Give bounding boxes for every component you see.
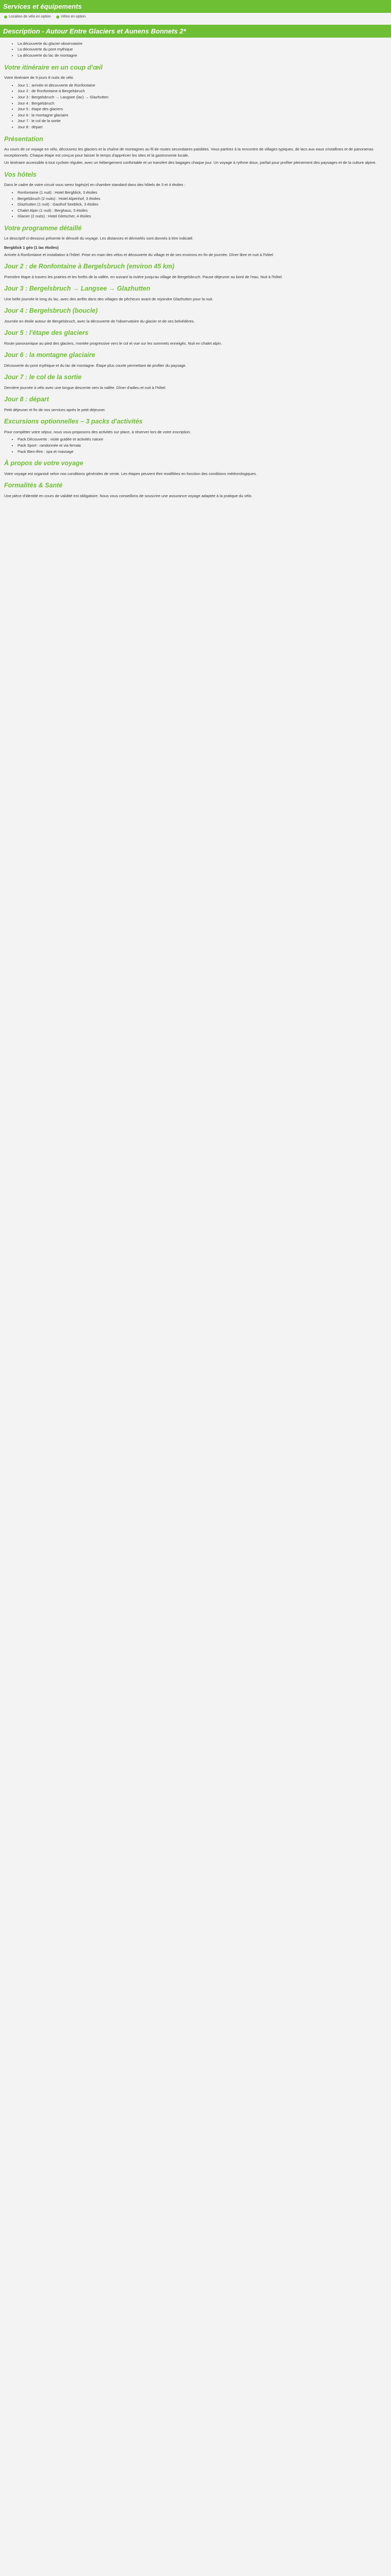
list-item: • Jour 1 : arrivée et découverte de Ronfontaine: [18, 82, 387, 89]
service-label: Location de vélo en option: [9, 15, 51, 19]
hotels-title: Vos hôtels: [4, 171, 37, 178]
services-title: Services et équipements: [3, 3, 82, 10]
hotels-intro: Dans le cadre de votre circuit vous serez logés(e) en chambre standard dans des hôtels de 3 et 4 étoiles :: [4, 182, 186, 188]
description-header: [0, 25, 391, 38]
presentation-title: Présentation: [4, 135, 43, 143]
itinerary-intro: Votre itinéraire de 9 jours 8 nuits de vélo: [4, 75, 73, 80]
list-item: • Pack Découverte : visite guidée et activités nature: [18, 436, 387, 443]
list-item: • Glazhutten (1 nuit) : Gasthof Seeblick, 3 étoiles: [18, 201, 387, 208]
list-item: • Chalet Alpin (1 nuit) : Berghaus, 3 étoiles: [18, 208, 387, 214]
day-text: Première étape à travers les prairies et les forêts de la vallée, en suivant la rivière jusqu'au village de Bergelsbruch. Pause déjeuner au bord de l'eau. Nuit à l'hôtel.: [4, 274, 283, 279]
list-item: • Jour 3 : Bergelsbruch → Langsee (lac) → Glazhutten: [18, 94, 387, 100]
list-item: • Glacier (2 nuits) : Hotel Gletscher, 4 étoiles: [18, 213, 387, 219]
day-title: Jour 7 : le col de la sortie: [4, 374, 82, 381]
details-title: Votre programme détaillé: [4, 225, 82, 232]
itinerary-days: [4, 82, 387, 130]
list-item: • Jour 2 : de Ronfontaine à Bergelsbruch: [18, 88, 387, 94]
day-text: Petit déjeuner et fin de nos services après le petit déjeuner.: [4, 407, 106, 412]
day-title: Jour 5 : l'étape des glaciers: [4, 329, 89, 337]
service-item: [4, 14, 51, 20]
day-text: Route panoramique au pied des glaciers, montée progressive vers le col et vue sur les sommets enneigés. Nuit en chalet alpin.: [4, 341, 222, 346]
day-title: Jour 4 : Bergelsbruch (boucle): [4, 307, 98, 315]
day-title: Bergblick 1 géo (1 lac étoiles): [4, 245, 59, 250]
list-item: • La découverte du glacier-observatoire: [18, 41, 387, 47]
service-label: Vélos en option: [60, 15, 86, 19]
list-item: • Jour 5 : étape des glaciers: [18, 106, 387, 112]
day-title: Jour 6 : la montagne glaciaire: [4, 351, 95, 359]
list-item: • Jour 8 : départ: [18, 124, 387, 130]
description-section: [0, 38, 391, 503]
list-item: • La découverte du pont mythique: [18, 46, 387, 53]
description-title: Description - Autour Entre Glaciers et Aunens Bonnets 2*: [3, 27, 186, 35]
day-text: Journée en étoile autour de Bergelsbruch, avec la découverte de l'observatoire du glacier et de ses belvédères.: [4, 318, 195, 324]
list-item: • Pack Sport : randonnée et via ferrata: [18, 443, 387, 449]
list-item: • Jour 4 : Bergelsbruch: [18, 100, 387, 107]
itinerary-title: Votre itinéraire en un coup d'œil: [4, 63, 103, 71]
day-text: Dernière journée à vélo avec une longue descente vers la vallée. Dîner d'adieu et nuit à l'hôtel.: [4, 385, 167, 390]
options-title: Excursions optionnelles – 3 packs d'activités: [4, 418, 143, 426]
formalites-text: Une pièce d'identité en cours de validité est obligatoire. Nous vous conseillons de souscrire une assurance voyage adaptée à la pratique du vélo.: [4, 493, 253, 498]
presentation-paragraph: Un itinéraire accessible à tout cycliste régulier, avec un hébergement confortable et un transfert des bagages chaque jour. Un voyage à rythme doux, parfait pour profiter pleinement des paysages et de la culture alpine.: [4, 160, 377, 165]
day-text: Une belle journée le long du lac, avec des arrêts dans des villages de pêcheurs avant de rejoindre Glazhutten pour la nuit.: [4, 296, 214, 301]
services-list: [0, 13, 391, 22]
options-intro: Pour compléter votre séjour, nous vous proposons des activités sur place, à réserver lors de votre inscription.: [4, 429, 191, 434]
day-title: Jour 3 : Bergelsbruch → Langsee → Glazhutten: [4, 285, 151, 293]
presentation-paragraph: Au cours de ce voyage en vélo, découvrez les glaciers et la chaîne de montagnes au fil de routes secondaires paisibles. Vous partirez à la rencontre de villages typiques, de lacs aux eaux cristallines et de panoramas exceptionnels. Chaque étape est conçue pour laisser le temps d'apprécier les sites et la gastronomie locale.: [4, 147, 373, 158]
list-item: • Jour 7 : le col de la sortie: [18, 118, 387, 124]
list-item: • Bergelsbruch (2 nuits) : Hotel Alpenhof, 3 étoiles: [18, 196, 387, 202]
list-item: • La découverte du lac de montagne: [18, 53, 387, 59]
day-title: Jour 2 : de Ronfontaine à Bergelsbruch (environ 45 km): [4, 263, 174, 270]
services-header: [0, 0, 391, 13]
description-bullets: [4, 41, 387, 59]
day-text: Arrivée à Ronfontaine et installation à l'hôtel. Prise en main des vélos et découverte du village et de ses environs en fin de journée. Dîner libre et nuit à l'hôtel.: [4, 252, 274, 257]
hotels-list: [4, 190, 387, 219]
list-item: • Ronfontaine (1 nuit) : Hotel Bergblick, 3 étoiles: [18, 190, 387, 196]
service-item: [56, 14, 86, 20]
details-intro: Le descriptif ci-dessous présente le déroulé du voyage. Les distances et dénivelés sont donnés à titre indicatif.: [4, 236, 193, 241]
list-item: • Jour 6 : la montagne glaciaire: [18, 112, 387, 118]
propos-title: À propos de votre voyage: [4, 460, 84, 467]
bike-icon: [56, 15, 59, 19]
bike-icon: [4, 15, 7, 19]
day-title: Jour 8 : départ: [4, 396, 49, 403]
day-text: Découverte du pont mythique et du lac de montagne. Étape plus courte permettant de profiter du paysage.: [4, 363, 187, 368]
list-item: • Pack Bien-être : spa et massage: [18, 449, 387, 455]
propos-text: Votre voyage est organisé selon nos conditions générales de vente. Les étapes peuvent être modifiées en fonction des conditions météorologiques.: [4, 471, 257, 476]
formalites-title: Formalités & Santé: [4, 482, 63, 489]
options-list: [4, 436, 387, 454]
